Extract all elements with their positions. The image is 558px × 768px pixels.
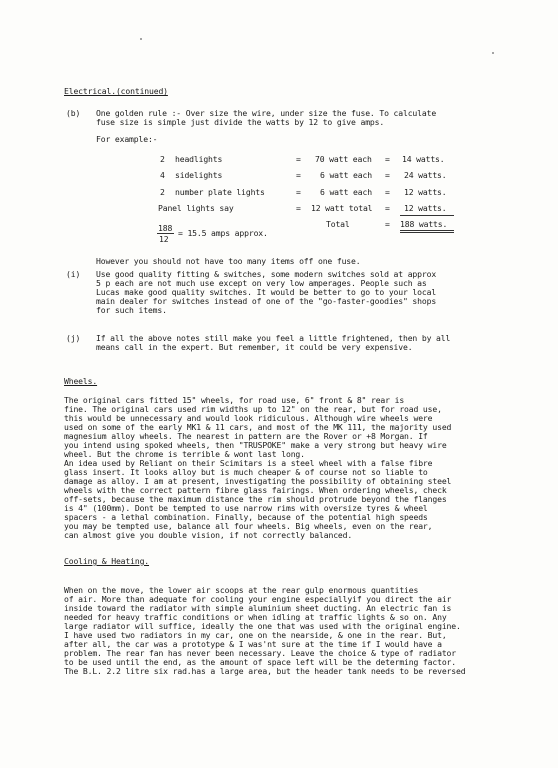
paragraph-line: When on the move, the lower air scoops at the rear gulp enormous quantities <box>64 585 419 595</box>
paragraph-line: I have used two radiators in my car, one on the nearside, & one in the rear. But, <box>64 630 447 640</box>
paragraph-line: An idea used by Reliant on their Scimitars is a steel wheel with a false fibre <box>64 458 433 468</box>
row-equals: = <box>296 154 301 164</box>
paragraph-line: for such items. <box>96 305 167 315</box>
row-watt: 6 watt each <box>320 187 372 197</box>
row-amps: 24 watts. <box>404 170 447 180</box>
row-item: Panel lights say <box>158 203 234 213</box>
paragraph-line: large radiator will suffice, ideally the one that was used with the original engine. <box>64 621 461 631</box>
fraction-numerator: 188 <box>158 223 173 233</box>
paragraph-line: The B.L. 2.2 litre six rad.has a large area, but the header tank needs to be reversed <box>64 666 466 676</box>
paragraph-line: of air. More than adequate for cooling your engine especiallyif you direct the air <box>64 594 452 604</box>
paragraph-line: fine. The original cars used rim widths up to 12" on the rear, but for road use, <box>64 404 442 414</box>
row-watt: 12 watt total <box>311 203 373 213</box>
fuse-note: However you should not have too many items off one fuse. <box>96 256 361 266</box>
paragraph-line: can almost give you double vision, if not correctly balanced. <box>64 530 353 540</box>
total-value: 188 watts. <box>400 219 448 229</box>
row-equals: = <box>385 203 390 213</box>
scan-speck <box>492 52 494 54</box>
item-label-i: (i) <box>66 269 81 279</box>
row-equals: = <box>296 203 301 213</box>
total-double-rule <box>400 230 454 233</box>
paragraph-line: wheels with the correct pattern fibre glass fairings. When ordering wheels, check <box>64 485 447 495</box>
row-qty: 2 <box>160 187 165 197</box>
row-amps: 14 watts. <box>402 154 445 164</box>
section-heading-wheels: Wheels. <box>64 376 98 386</box>
paragraph-line: damage as alloy. I am at present, investigating the possibility of obtaining steel <box>64 476 452 486</box>
row-equals: = <box>385 187 390 197</box>
paragraph-line: The original cars fitted 15" wheels, for road use, 6" front & 8" rear is <box>64 395 405 405</box>
paragraph-line: glass insert. It looks alloy but is much cheaper & of course not so liable to <box>64 467 428 477</box>
paragraph-line: means call in the expert. But remember, it could be very expensive. <box>96 342 413 352</box>
row-qty: 4 <box>160 170 165 180</box>
row-amps: 12 watts. <box>404 203 447 213</box>
fraction-denominator: 12 <box>159 234 169 244</box>
paragraph-line: magnesium alloy wheels. The nearest in pattern are the Rover or +8 Morgan. If <box>64 431 428 441</box>
paragraph-line: Lucas make good quality switches. It would be better to go to your local <box>96 287 437 297</box>
paragraph-line: problem. The rear fan has never been necessary. Leave the choice & type of radiator <box>64 648 456 658</box>
fraction-result: = 15.5 amps approx. <box>178 228 268 238</box>
item-label-j: (j) <box>66 333 81 343</box>
paragraph-line: after all, the car was a prototype & I was'nt sure at the time if I would have a <box>64 639 442 649</box>
row-watt: 70 watt each <box>315 154 372 164</box>
row-item: sidelights <box>175 170 223 180</box>
paragraph-line: 5 p each are not much use except on very low amperages. People such as <box>96 278 427 288</box>
paragraph-line: If all the above notes still make you feel a little frightened, then by all <box>96 333 451 343</box>
paragraph-line: this would be unnecessary and would look ridiculous. Although wire wheels were <box>64 413 433 423</box>
row-item: headlights <box>175 154 223 164</box>
section-heading-cooling: Cooling & Heating. <box>64 556 150 566</box>
paragraph-line: One golden rule :- Over size the wire, under size the fuse. To calculate <box>96 108 437 118</box>
paragraph-line: fuse size is simple just divide the watts by 12 to give amps. <box>96 117 385 127</box>
item-label-b: (b) <box>66 108 81 118</box>
paragraph-line: needed for heavy traffic conditions or when idling at traffic lights & so on. Any <box>64 612 447 622</box>
row-watt: 6 watt each <box>320 170 372 180</box>
paragraph-line: wheel. But the chrome is terrible & wont last long. <box>64 449 305 459</box>
paragraph-line: inside toward the radiator with simple aluminium sheet ducting. An electric fan is <box>64 603 452 613</box>
total-equals: = <box>385 219 390 229</box>
row-amps: 12 watts. <box>404 187 447 197</box>
row-item: number plate lights <box>175 187 265 197</box>
paragraph-line: you may be tempted use, balance all four wheels. Big wheels, even on the rear, <box>64 521 433 531</box>
paragraph-line: you intend using spoked wheels, then "TRUSPOKE" make a very strong but heavy wire <box>64 440 447 450</box>
paragraph-line: main dealer for switches instead of one of the "go-faster-goodies" shops <box>96 296 437 306</box>
paragraph-line: used on some of the early MK1 & 11 cars, and most of the MK 111, the majority used <box>64 422 452 432</box>
row-equals: = <box>385 170 390 180</box>
total-label: Total <box>326 219 350 229</box>
row-qty: 2 <box>160 154 165 164</box>
scan-speck <box>140 38 142 40</box>
row-equals: = <box>296 187 301 197</box>
row-equals: = <box>385 154 390 164</box>
paragraph-line: off-sets, because the maximum distance the rim should protrude beyond the flanges <box>64 494 447 504</box>
paragraph-line: to be used until the end, as the amount of space left will be the determing factor. <box>64 657 456 667</box>
paragraph-line: Use good quality fitting & switches, some modern switches sold at approx <box>96 269 437 279</box>
paragraph-line: spacers - a lethal combination. Finally, because of the potential high speeds <box>64 512 428 522</box>
sum-rule <box>400 215 454 216</box>
paragraph-line: is 4" (100mm). Dont be tempted to use narrow rims with oversize tyres & wheel <box>64 503 428 513</box>
example-label: For example:- <box>96 134 158 144</box>
section-heading-electrical: Electrical.(continued) <box>64 86 168 96</box>
row-equals: = <box>296 170 301 180</box>
